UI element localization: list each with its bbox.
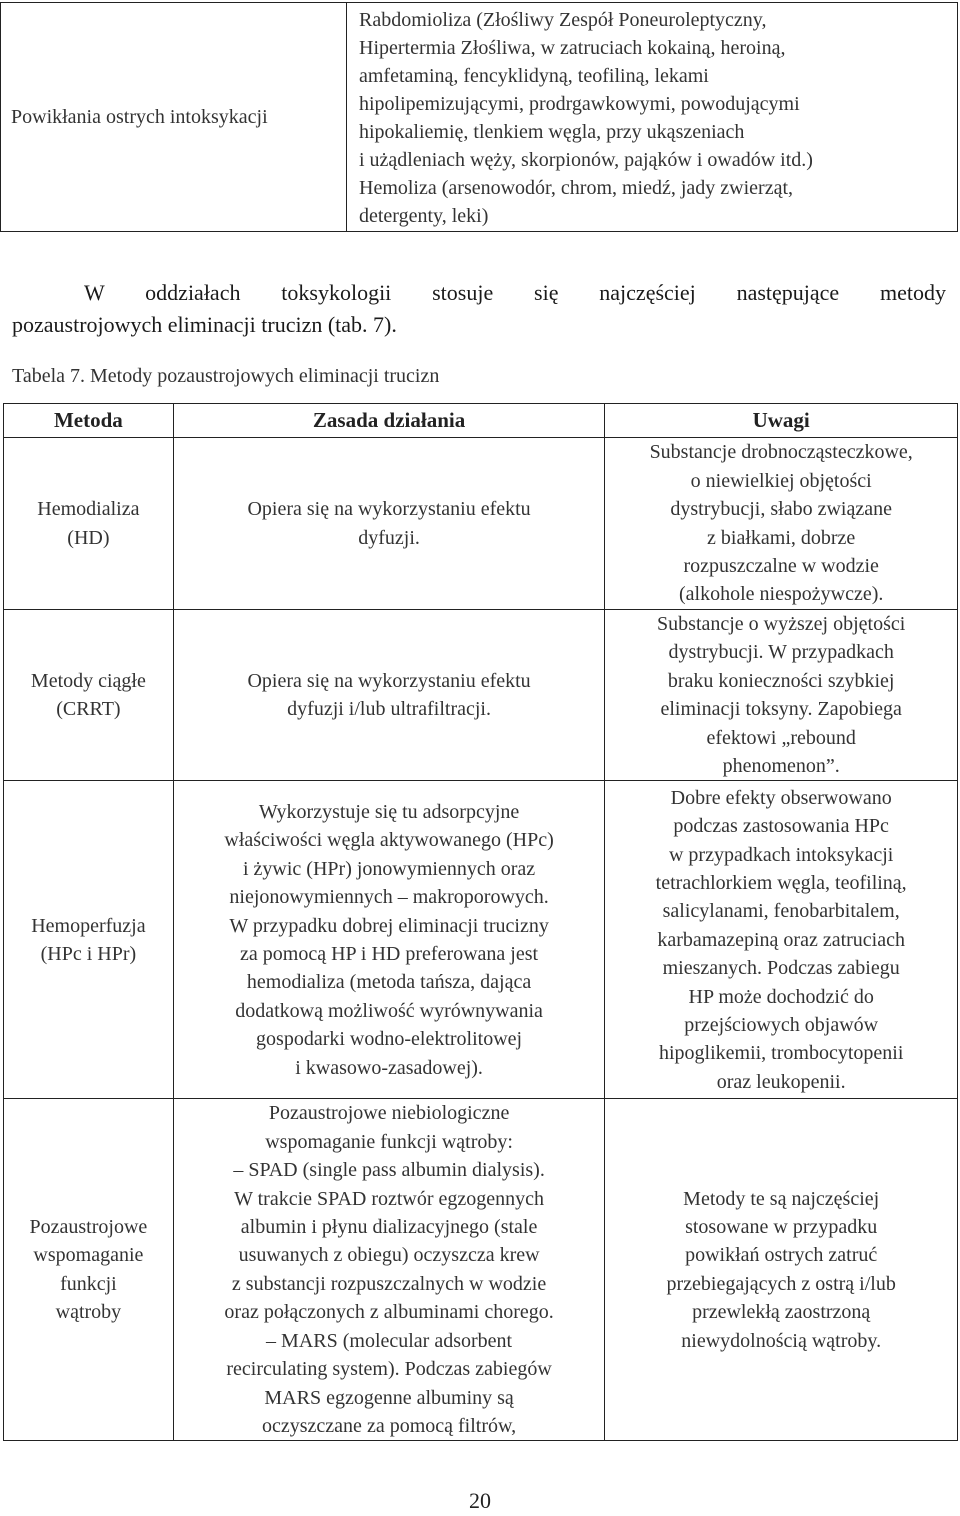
table-caption: Tabela 7. Metody pozaustrojowych eliminacji trucizn bbox=[12, 365, 440, 387]
cell-line: Substancje drobnocząsteczkowe, bbox=[649, 441, 913, 464]
paragraph-line: W oddziałach toksykologii stosuje się najczęściej następujące metody bbox=[84, 280, 946, 305]
cell-line: przejściowych objawów bbox=[684, 1013, 879, 1036]
cell-line: W przypadku dobrej eliminacji trucizny bbox=[229, 914, 549, 937]
complications-line: hipokaliemię, tlenkiem węgla, przy ukąszeniach bbox=[359, 121, 745, 143]
cell-line: oraz leukopenii. bbox=[716, 1070, 846, 1093]
cell-line: dystrybucji. W przypadkach bbox=[668, 641, 894, 664]
cell-line: phenomenon”. bbox=[722, 755, 840, 778]
cell-line: salicylanami, fenobarbitalem, bbox=[662, 900, 900, 923]
cell-line: właściwości węgla aktywowanego (HPc) bbox=[224, 829, 554, 852]
cell-line: dystrybucji, słabo związane bbox=[670, 498, 892, 521]
cell-line: Metody ciągłe bbox=[30, 669, 146, 692]
complications-line: amfetaminą, fencyklidyną, teofiliną, lekami bbox=[359, 65, 709, 87]
complications-label: Powikłania ostrych intoksykacji bbox=[1, 3, 347, 231]
cell-line: Dobre efekty obserwowano bbox=[670, 786, 892, 809]
page-number: 20 bbox=[469, 1488, 491, 1513]
cell-line: tetrachlorkiem węgla, teofiliną, bbox=[655, 871, 907, 894]
notes-cell bbox=[605, 781, 958, 1099]
cell-line: Substancje o wyższej objętości bbox=[657, 613, 906, 635]
cell-line: z substancji rozpuszczalnych w wodzie bbox=[231, 1272, 547, 1295]
cell-line: za pomocą HP i HD preferowana jest bbox=[240, 942, 539, 965]
body-paragraph bbox=[12, 277, 946, 341]
table-row bbox=[4, 610, 958, 781]
cell-line: – SPAD (single pass albumin dialysis). bbox=[233, 1159, 545, 1182]
cell-line: hipoglikemii, trombocytopenii bbox=[658, 1042, 904, 1065]
principle-cell bbox=[173, 610, 605, 781]
paragraph-line: pozaustrojowych eliminacji trucizn (tab. 7). bbox=[12, 312, 397, 337]
cell-line: (HD) bbox=[67, 526, 110, 549]
cell-line: dodatkową możliwość wyrównywania bbox=[235, 999, 543, 1022]
cell-line: rozpuszczalne w wodzie bbox=[683, 554, 879, 577]
cell-line: recirculating system). Podczas zabiegów bbox=[226, 1358, 552, 1381]
table-row bbox=[4, 781, 958, 1099]
complications-line: Hipertermia Złośliwa, w zatruciach kokainą, heroiną, bbox=[359, 37, 786, 59]
cell-line: w przypadkach intoksykacji bbox=[668, 843, 894, 866]
cell-line: (HPc i HPr) bbox=[40, 942, 137, 965]
cell-line: mieszanych. Podczas zabiegu bbox=[662, 957, 900, 980]
cell-line: i kwasowo-zasadowej). bbox=[295, 1056, 483, 1079]
cell-line: HP może dochodzić do bbox=[688, 985, 874, 1008]
cell-line: z białkami, dobrze bbox=[707, 526, 856, 549]
cell-line: o niewielkiej objętości bbox=[690, 469, 872, 492]
cell-line: funkcji bbox=[60, 1272, 117, 1295]
method-cell bbox=[4, 1099, 174, 1441]
cell-line: karbamazepiną oraz zatruciach bbox=[657, 928, 905, 951]
cell-line: efektowi „rebound bbox=[706, 726, 856, 749]
notes-cell bbox=[605, 1099, 958, 1441]
cell-line: (alkohole niespożywcze). bbox=[679, 583, 884, 606]
complications-line: detergenty, leki) bbox=[359, 205, 489, 227]
cell-line: stosowane w przypadku bbox=[685, 1216, 878, 1239]
cell-line: oraz połączonych z albuminami chorego. bbox=[224, 1301, 554, 1324]
method-cell bbox=[4, 438, 174, 610]
cell-line: Hemodializa bbox=[37, 498, 140, 521]
notes-cell bbox=[605, 610, 958, 781]
header-notes: Uwagi bbox=[605, 404, 958, 438]
cell-line: wspomaganie bbox=[33, 1244, 144, 1267]
cell-line: wątroby bbox=[55, 1301, 122, 1324]
cell-line: W trakcie SPAD roztwór egzogennych bbox=[234, 1187, 545, 1210]
complications-line: hipolipemizującymi, prodrgawkowymi, powodującymi bbox=[359, 93, 800, 115]
complications-line: i użądleniach węży, skorpionów, pająków i owadów itd.) bbox=[359, 149, 813, 171]
complications-list bbox=[347, 3, 957, 231]
header-principle: Zasada działania bbox=[173, 404, 605, 438]
cell-line: przewlekłą zaostrzoną bbox=[692, 1301, 871, 1324]
complications-line: Rabdomioliza (Złośliwy Zespół Poneuroleptyczny, bbox=[359, 9, 767, 31]
cell-line: oczyszczane za pomocą filtrów, bbox=[262, 1414, 517, 1437]
cell-line: braku konieczności szybkiej bbox=[667, 669, 895, 692]
cell-line: dyfuzji i/lub ultrafiltracji. bbox=[287, 698, 491, 721]
header-method: Metoda bbox=[4, 404, 174, 438]
cell-line: MARS egzogenne albuminy są bbox=[264, 1386, 514, 1409]
cell-line: Pozaustrojowe bbox=[29, 1216, 148, 1239]
cell-line: dyfuzji. bbox=[358, 526, 420, 549]
cell-line: hemodializa (metoda tańsza, dająca bbox=[246, 971, 532, 994]
cell-line: niewydolnością wątroby. bbox=[681, 1329, 882, 1352]
cell-line: albumin i płynu dializacyjnego (stale bbox=[240, 1216, 538, 1239]
cell-line: niejonowymiennych – makroporowych. bbox=[229, 886, 549, 909]
cell-line: Opiera się na wykorzystaniu efektu bbox=[247, 498, 531, 521]
cell-line: przebiegających z ostrą i/lub bbox=[666, 1272, 896, 1295]
table-header-row bbox=[4, 404, 958, 438]
table-row bbox=[4, 1099, 958, 1441]
cell-line: gospodarki wodno-elektrolitowej bbox=[256, 1028, 523, 1051]
methods-table bbox=[3, 403, 958, 1441]
cell-line: podczas zastosowania HPc bbox=[673, 815, 889, 838]
cell-line: Metody te są najczęściej bbox=[683, 1187, 880, 1210]
cell-line: (CRRT) bbox=[56, 698, 121, 721]
cell-line: Wykorzystuje się tu adsorpcyjne bbox=[258, 800, 520, 823]
cell-line: Pozaustrojowe niebiologiczne bbox=[268, 1102, 510, 1125]
cell-line: powikłań ostrych zatruć bbox=[685, 1244, 878, 1267]
principle-cell bbox=[173, 1099, 605, 1441]
principle-cell bbox=[173, 781, 605, 1099]
table-row bbox=[4, 438, 958, 610]
complications-table bbox=[0, 2, 958, 232]
method-cell bbox=[4, 781, 174, 1099]
cell-line: – MARS (molecular adsorbent bbox=[266, 1329, 513, 1352]
complications-line: Hemoliza (arsenowodór, chrom, miedź, jady zwierząt, bbox=[359, 177, 794, 199]
method-cell bbox=[4, 610, 174, 781]
cell-line: Opiera się na wykorzystaniu efektu bbox=[247, 669, 531, 692]
cell-line: Hemoperfuzja bbox=[31, 914, 146, 937]
principle-cell bbox=[173, 438, 605, 610]
cell-line: usuwanych z obiegu) oczyszcza krew bbox=[238, 1244, 540, 1267]
cell-line: eliminacji toksyny. Zapobiega bbox=[660, 698, 902, 721]
cell-line: i żywic (HPr) jonowymiennych oraz bbox=[243, 857, 536, 880]
notes-cell bbox=[605, 438, 958, 610]
cell-line: wspomaganie funkcji wątroby: bbox=[265, 1130, 513, 1153]
